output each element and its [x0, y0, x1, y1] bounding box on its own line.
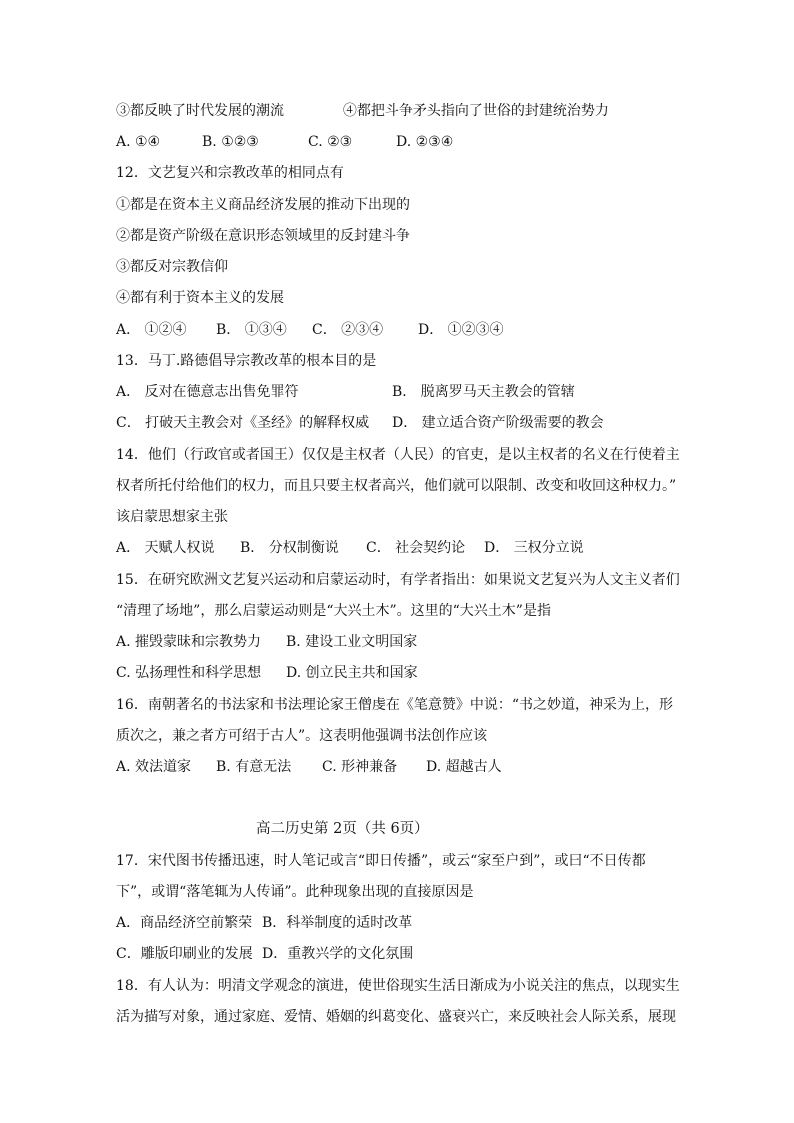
- q17-line-1: 17．宋代图书传播迅速，时人笔记或言“即日传播”，或云“家至户到”，或曰“不日传都: [116, 853, 646, 869]
- q13-options-row2: [116, 413, 604, 433]
- q14-option-d: D． 三权分立说: [484, 540, 584, 556]
- q12-item-1: ①都是在资本主义商品经济发展的推动下出现的: [116, 197, 410, 213]
- q15-option-c: C. 弘扬理性和科学思想: [116, 665, 262, 681]
- q14-option-b: B． 分权制衡说: [240, 540, 339, 556]
- q12-stem: 12．文艺复兴和宗教改革的相同点有: [116, 165, 344, 181]
- q15-line-1: 15．在研究欧洲文艺复兴运动和启蒙运动时，有学者指出：如果说文艺复兴为人文主义者们: [116, 572, 680, 588]
- q13-stem: 13．马丁.路德倡导宗教改革的根本目的是: [116, 353, 377, 369]
- q17-options-row1: [116, 913, 412, 933]
- q14-line-1: 14．他们（行政官或者国王）仅仅是主权者（人民）的官吏，是以主权者的名义在行使着主: [116, 447, 680, 463]
- q14-line-3: 该启蒙思想家主张: [116, 509, 228, 525]
- q12-options: [116, 320, 504, 340]
- q15-options-row2: [116, 663, 418, 683]
- q12-option-a: A． ①②④: [116, 322, 187, 338]
- q13-options-row1: [116, 382, 575, 402]
- q14-option-a: A． 天赋人权说: [116, 540, 215, 556]
- q11-stmt3: ③都反映了时代发展的潮流: [116, 103, 284, 119]
- q17-options-row2: [116, 944, 413, 964]
- q16-option-c: C. 形神兼备: [322, 759, 398, 775]
- q15-option-a: A. 摧毁蒙昧和宗教势力: [116, 634, 262, 650]
- q17-option-a: A．商品经济空前繁荣: [116, 915, 253, 931]
- q14-line-2: 权者所托付给他们的权力，而且只要主权者高兴，他们就可以限制、改变和收回这种权力。”: [116, 478, 677, 494]
- q11-option-d: D. ②③④: [396, 134, 454, 150]
- page-footer: 高二历史第 2页（共 6页）: [256, 821, 429, 837]
- q13-option-b: B． 脱离罗马天主教会的管辖: [392, 384, 575, 400]
- q14-options: [116, 538, 584, 558]
- q17-line-2: 下”，或谓“落笔辄为人传诵”。此种现象出现的直接原因是: [116, 884, 474, 900]
- q16-option-b: B. 有意无法: [216, 759, 292, 775]
- q12-item-3: ③都反对宗教信仰: [116, 259, 228, 275]
- q11-option-a: A. ①④: [116, 134, 161, 150]
- q18-line-2: 活为描写对象，通过家庭、爱情、婚姻的纠葛变化、盛衰兴亡，来反映社会人际关系，展现: [116, 1009, 676, 1025]
- q12-option-c: C． ②③④: [312, 322, 384, 338]
- q12-item-2: ②都是资产阶级在意识形态领域里的反封建斗争: [116, 228, 410, 244]
- q11-statements: [116, 101, 609, 121]
- q17-option-b: B．科举制度的适时改革: [262, 915, 413, 931]
- q13-option-a: A． 反对在德意志出售免罪符: [116, 384, 299, 400]
- q11-option-b: B. ①②③: [202, 134, 259, 150]
- q16-option-d: D. 超越古人: [426, 759, 502, 775]
- q17-option-c: C．雕版印刷业的发展: [116, 946, 253, 962]
- q11-option-c: C. ②③: [308, 134, 353, 150]
- q16-line-1: 16．南朝著名的书法家和书法理论家王僧虔在《笔意赞》中说：“书之妙道，神采为上，形: [116, 697, 673, 713]
- q15-options-row1: [116, 632, 417, 652]
- q15-option-d: D. 创立民主共和国家: [286, 665, 418, 681]
- q11-stmt4: ④都把斗争矛头指向了世俗的封建统治势力: [342, 103, 609, 119]
- q16-option-a: A. 效法道家: [116, 759, 192, 775]
- q16-line-2: 质次之，兼之者方可绍于古人”。这表明他强调书法创作应该: [116, 728, 488, 744]
- q11-options: [116, 132, 453, 152]
- q14-option-c: C． 社会契约论: [366, 540, 466, 556]
- q15-option-b: B. 建设工业文明国家: [286, 634, 418, 650]
- q13-option-c: C． 打破天主教会对《圣经》的解释权威: [116, 415, 370, 431]
- q12-item-4: ④都有利于资本主义的发展: [116, 290, 284, 306]
- q18-line-1: 18．有人认为：明清文学观念的演进，使世俗现实生活日渐成为小说关注的焦点，以现实生: [116, 978, 680, 994]
- q15-line-2: “清理了场地”，那么启蒙运动则是“大兴土木”。这里的“大兴土木”是指: [116, 603, 551, 619]
- q16-options: [116, 757, 502, 777]
- q17-option-d: D．重教兴学的文化氛围: [262, 946, 414, 962]
- q13-option-d: D． 建立适合资产阶级需要的教会: [392, 415, 604, 431]
- q12-option-d: D． ①②③④: [418, 322, 504, 338]
- q12-option-b: B． ①③④: [216, 322, 287, 338]
